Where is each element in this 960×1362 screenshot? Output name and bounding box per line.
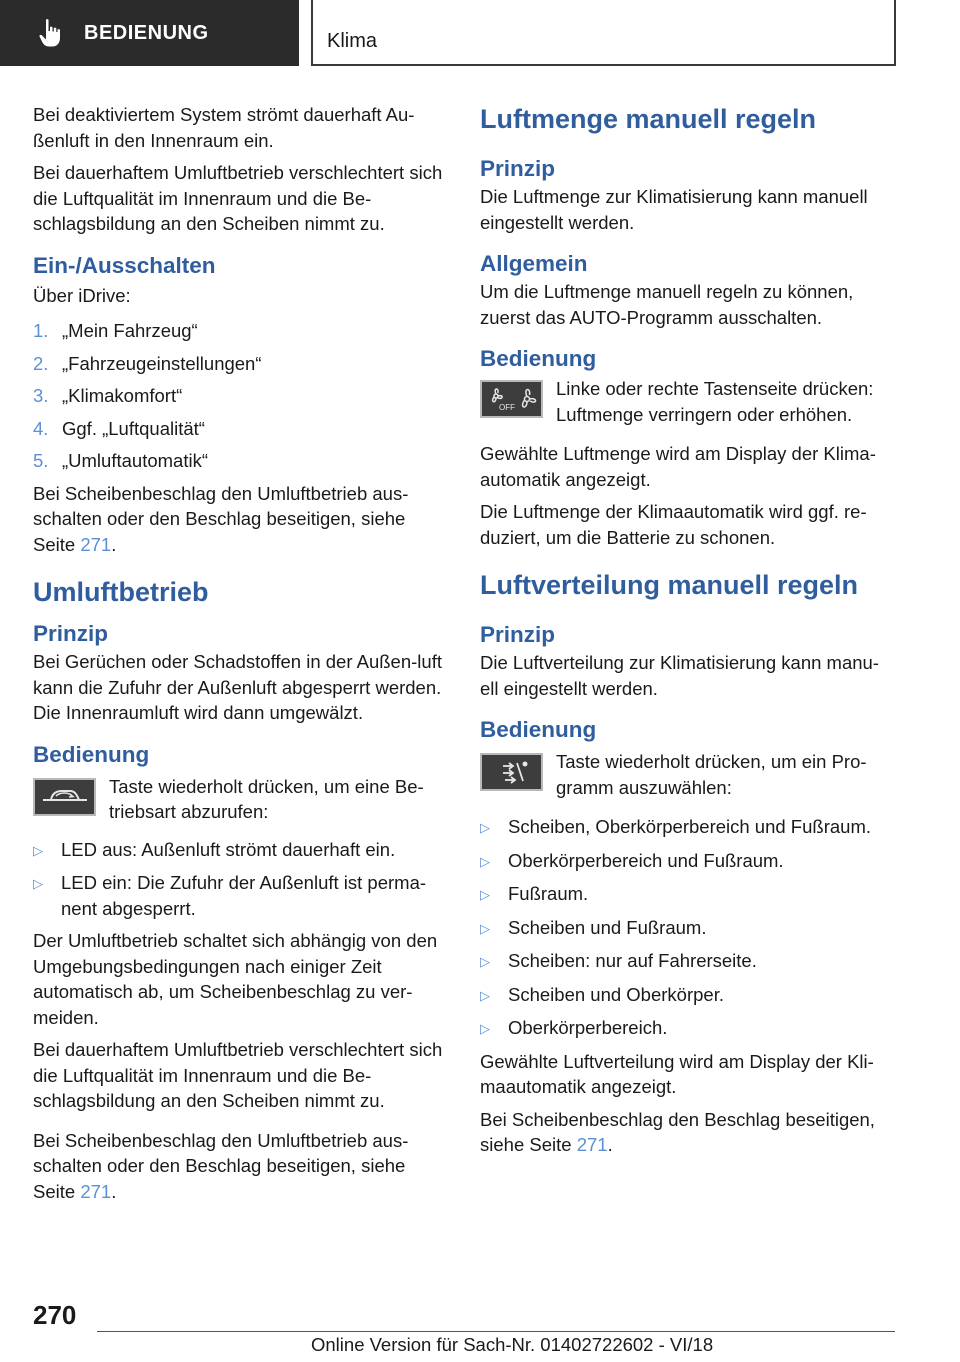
air-distribution-button-image bbox=[480, 753, 543, 791]
footer-divider bbox=[97, 1331, 895, 1332]
recirculation-icon bbox=[40, 784, 90, 810]
paragraph: Bei Scheibenbeschlag den Umluftbetrieb aus-schalten oder den Beschlag beseitigen, siehe Seite 271. bbox=[33, 482, 409, 555]
step-text: „Umluftautomatik“ bbox=[62, 450, 208, 471]
page-link[interactable]: 271 bbox=[80, 1180, 112, 1202]
paragraph: Bei Gerüchen oder Schadstoffen in der Außen-luft kann die Zufuhr der Außenluft abgesperrt werden. Die Innenraumluft wird dann umgewälzt. bbox=[33, 651, 442, 723]
list-text: LED aus: Außenluft strömt dauerhaft ein. bbox=[61, 838, 396, 860]
left-column bbox=[33, 102, 448, 1211]
paragraph: Die Luftmenge zur Klimatisierung kann manuell eingestellt werden. bbox=[480, 186, 868, 233]
heading-prinzip: Prinzip bbox=[480, 622, 556, 647]
list-item bbox=[480, 848, 895, 875]
list-item bbox=[33, 837, 448, 864]
step-text: „Mein Fahrzeug“ bbox=[62, 320, 198, 341]
list-item bbox=[480, 915, 895, 942]
bullet-triangle-icon: ▷ bbox=[480, 887, 490, 902]
footer-text: Online Version für Sach-Nr. 01402722602 - VI/18 bbox=[311, 1334, 714, 1355]
paragraph: Gewählte Luftverteilung wird am Display der Kli-maautomatik angezeigt. bbox=[480, 1050, 874, 1097]
paragraph: Die Luftverteilung zur Klimatisierung kann manu-ell eingestellt werden. bbox=[480, 652, 879, 699]
paragraph: Bei deaktiviertem System strömt dauerhaft Au-ßenluft in den Innenraum ein. bbox=[33, 104, 415, 151]
heading-umluftbetrieb: Umluftbetrieb bbox=[33, 577, 209, 607]
heading-allgemein: Allgemein bbox=[480, 251, 588, 276]
list-text: LED ein: Die Zufuhr der Außenluft ist perma-nent abgesperrt. bbox=[61, 872, 427, 919]
paragraph: Der Umluftbetrieb schaltet sich abhängig von den Umgebungsbedingungen nach einiger Zeit automatisch ab, um Scheibenbeschlag zu ver-meiden. bbox=[33, 930, 438, 1028]
page-number: 270 bbox=[33, 1300, 77, 1330]
bullet-triangle-icon: ▷ bbox=[480, 920, 490, 936]
list-text: Scheiben: nur auf Fahrerseite. bbox=[508, 950, 757, 971]
list-item bbox=[33, 870, 448, 921]
heading-bedienung: Bedienung bbox=[480, 717, 597, 742]
list-item bbox=[480, 948, 895, 975]
operation-row bbox=[33, 774, 448, 825]
paragraph: Bei Scheibenbeschlag den Beschlag beseitigen, siehe Seite 271. bbox=[480, 1108, 875, 1155]
paragraph: Bei dauerhaftem Umluftbetrieb verschlechtert sich die Luftqualität im Innenraum und die Be-schlagsbildung an den Scheiben nimmt zu. bbox=[33, 162, 443, 234]
list-text: Scheiben und Oberkörper. bbox=[508, 983, 724, 1005]
recirculation-button-image bbox=[33, 778, 96, 816]
paragraph: Um die Luftmenge manuell regeln zu können, zuerst das AUTO-Programm ausschalten. bbox=[480, 281, 854, 328]
operation-text: Taste wiederholt drücken, um eine Be-triebsart abzurufen: bbox=[109, 775, 424, 822]
bullet-triangle-icon: ▷ bbox=[33, 876, 43, 891]
heading-luftmenge: Luftmenge manuell regeln bbox=[480, 104, 817, 134]
bullet-triangle-icon: ▷ bbox=[480, 820, 490, 835]
list-item bbox=[33, 351, 448, 377]
step-text: „Klimakomfort“ bbox=[62, 385, 183, 406]
air-distribution-icon bbox=[487, 757, 537, 787]
fan-icon bbox=[485, 384, 539, 414]
program-list bbox=[480, 814, 895, 1042]
step-text: „Fahrzeugeinstellungen“ bbox=[62, 352, 262, 374]
bullet-triangle-icon: ▷ bbox=[480, 987, 490, 1003]
list-item bbox=[480, 814, 895, 841]
operation-text: Taste wiederholt drücken, um ein Pro-gramm auszuwählen: bbox=[556, 751, 867, 798]
page-header bbox=[0, 0, 960, 66]
operation-row bbox=[480, 376, 895, 427]
step-number: 3. bbox=[33, 385, 49, 406]
list-text: Scheiben, Oberkörperbereich und Fußraum. bbox=[508, 816, 871, 837]
list-item bbox=[480, 881, 895, 908]
bullet-triangle-icon: ▷ bbox=[480, 1021, 490, 1036]
mode-list bbox=[33, 837, 448, 922]
list-item bbox=[480, 982, 895, 1009]
paragraph: Über iDrive: bbox=[33, 284, 131, 306]
list-item bbox=[33, 318, 448, 344]
list-item bbox=[33, 416, 448, 442]
right-column bbox=[480, 102, 895, 1165]
fan-off-label: OFF bbox=[498, 403, 515, 412]
list-text: Oberkörperbereich. bbox=[508, 1017, 668, 1038]
step-number: 1. bbox=[33, 320, 49, 341]
list-text: Oberkörperbereich und Fußraum. bbox=[508, 849, 784, 871]
paragraph: Bei Scheibenbeschlag den Umluftbetrieb aus-schalten oder den Beschlag beseitigen, siehe Seite 271. bbox=[33, 1129, 409, 1202]
bullet-triangle-icon: ▷ bbox=[480, 853, 490, 869]
paragraph: Gewählte Luftmenge wird am Display der Klima-automatik angezeigt. bbox=[480, 443, 876, 490]
page-link[interactable]: 271 bbox=[80, 533, 112, 555]
paragraph: Bei dauerhaftem Umluftbetrieb verschlechtert sich die Luftqualität im Innenraum und die Be-schlagsbildung an den Scheiben nimmt zu. bbox=[33, 1039, 443, 1111]
heading-bedienung: Bedienung bbox=[480, 346, 597, 371]
operation-text: Linke oder rechte Tastenseite drücken: Luftmenge verringern oder erhöhen. bbox=[556, 378, 874, 425]
list-item bbox=[480, 1015, 895, 1042]
list-item bbox=[33, 383, 448, 409]
step-number: 4. bbox=[33, 417, 49, 439]
bullet-triangle-icon: ▷ bbox=[33, 842, 43, 858]
idrive-steps bbox=[33, 318, 448, 474]
heading-bedienung: Bedienung bbox=[33, 741, 150, 767]
chapter-tab bbox=[311, 0, 896, 66]
fan-button-image bbox=[480, 380, 543, 418]
chapter-label: Klima bbox=[327, 30, 378, 52]
section-tab bbox=[0, 0, 299, 66]
step-text: Ggf. „Luftqualität“ bbox=[62, 417, 205, 439]
list-text: Scheiben und Fußraum. bbox=[508, 916, 707, 938]
list-item bbox=[33, 448, 448, 474]
paragraph: Die Luftmenge der Klimaautomatik wird ggf. re-duziert, um die Batterie zu schonen. bbox=[480, 501, 867, 548]
heading-luftverteilung: Luftverteilung manuell regeln bbox=[480, 570, 859, 600]
list-text: Fußraum. bbox=[508, 883, 589, 904]
step-number: 2. bbox=[33, 352, 49, 374]
heading-prinzip: Prinzip bbox=[480, 156, 556, 181]
section-label: BEDIENUNG bbox=[84, 21, 209, 44]
heading-ein-ausschalten: Ein-/Ausschalten bbox=[33, 252, 216, 278]
heading-prinzip: Prinzip bbox=[33, 621, 109, 646]
bullet-triangle-icon: ▷ bbox=[480, 954, 490, 969]
hand-pointer-icon bbox=[34, 17, 66, 49]
page-link[interactable]: 271 bbox=[576, 1134, 608, 1155]
operation-row bbox=[480, 749, 895, 800]
step-number: 5. bbox=[33, 450, 49, 471]
